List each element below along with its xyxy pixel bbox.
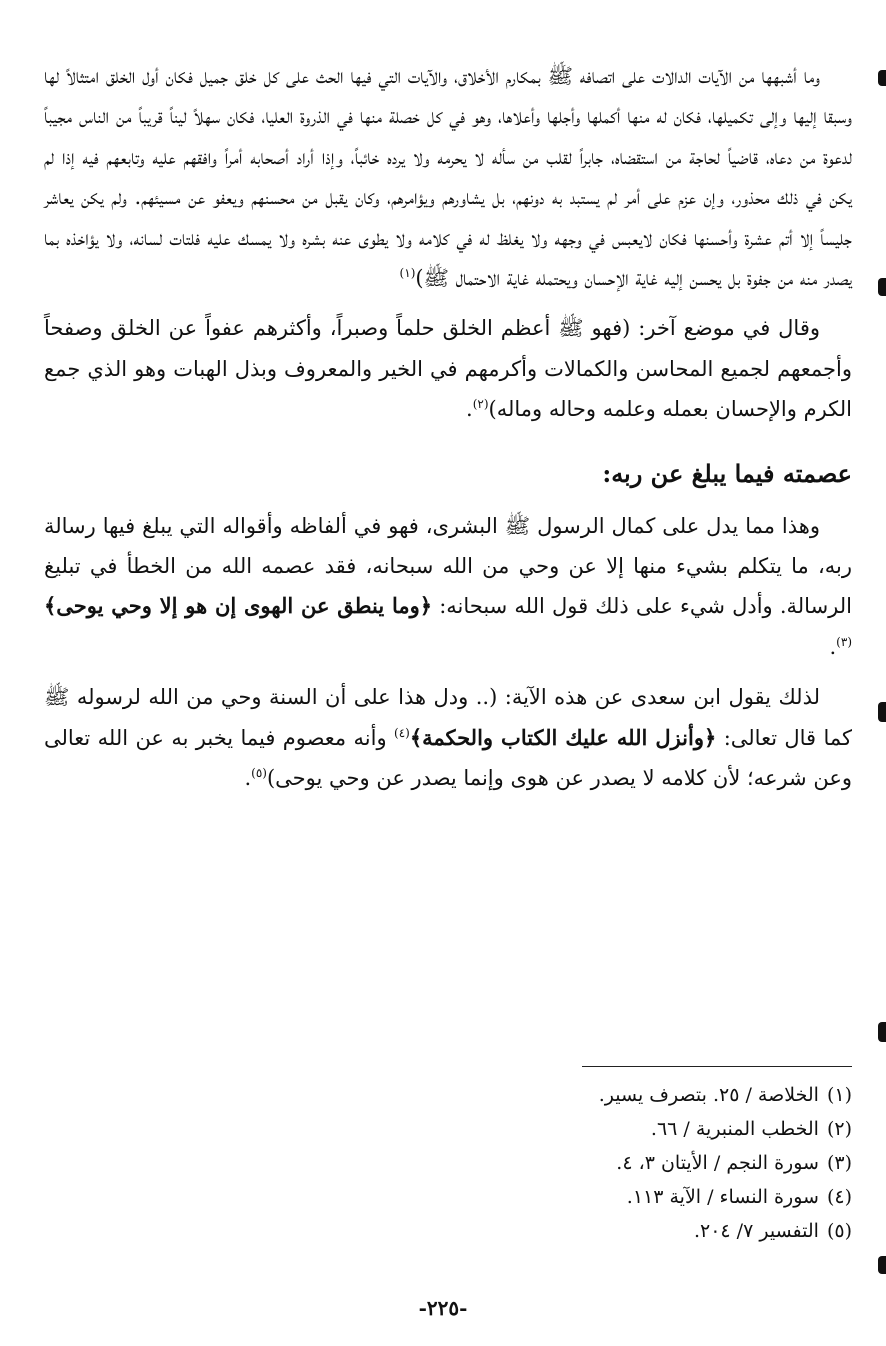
paragraph-3-end: . xyxy=(829,634,837,659)
footnote-1 xyxy=(252,1078,852,1112)
paragraph-3 xyxy=(44,506,852,668)
footnote-text: سورة النساء / الآية ١١٣. xyxy=(626,1186,819,1208)
footnote-text: الخلاصة / ٢٥. بتصرف يسير. xyxy=(598,1084,819,1106)
footnote-divider xyxy=(582,1066,852,1067)
footnote-ref-1[interactable]: (١) xyxy=(399,266,416,281)
paragraph-4-text-b: وأنه معصوم فيما يخبر به عن الله تعالى وعن شرعه؛ لأن كلامه لا يصدر عن هوى وإنما يصدر عن وحي يوحى) xyxy=(44,725,852,791)
quran-quote-1: ﴿وما ينطق عن الهوى إن هو إلا وحي يوحى﴾ xyxy=(44,593,433,619)
footnote-number: (٢) xyxy=(826,1118,852,1140)
paragraph-2-text: وقال في موضع آخر: (فهو ﷺ أعظم الخلق حلماً وصبراً، وأكثرهم عفواً عن الخلق وصفحاً وأجمعهم لجميع المحاسن والكمالات وأكرمهم في الخير والمعروف وبذل الهبات وهو الذي جمع الكرم والإحسان بعمله وعلمه وحاله وماله) xyxy=(44,316,852,422)
footnote-ref-2[interactable]: (٢) xyxy=(472,397,489,412)
footnote-number: (٥) xyxy=(826,1220,852,1242)
binding-edge-mark xyxy=(878,70,886,86)
paragraph-1 xyxy=(44,56,852,298)
paragraph-4-end: . xyxy=(244,766,252,791)
footnote-4 xyxy=(252,1180,852,1214)
footnote-text: الخطب المنبرية / ٦٦. xyxy=(650,1118,819,1140)
paragraph-3-text: وهذا مما يدل على كمال الرسول ﷺ البشرى، فهو في ألفاظه وأقواله التي يبلغ فيها رسالة ربه، ما يتكلم بشيء منها إلا عن وحي من الله سبحانه، فقد عصمه الله من الخطأ في تبليغ الرسالة. وأدل شيء على ذلك قول الله سبحانه: xyxy=(44,513,852,619)
paragraph-1-text: وما أشبهها من الآيات الدالات على اتصافه ﷺ بمكارم الأخلاق، والآيات التي فيها الحث على كل خلق جميل فكان أول الخلق امتثالاً لها وسبقا إليها وإلى تكميلها، فكان له منها أكملها وأجلها وأعلاها، وهو في كل خصلة منها في الذروة العليا، فكان سهلاً ليناً قريباً من الناس مجيباً لدعوة من دعاه، قاضياً لحاجة من استقضاه، جابراً لقلب من سأله لا يحرمه ولا يرده خائباً، وإذا أراد أصحابه أمراً وافقهم عليه وتابعهم فيه إذا لم يكن في ذلك محذور، وإن عزم على أمر لم يستبد به دونهم، بل يشاورهم ويؤامرهم، وكان يقبل من محسنهم ويعفو عن مسيئهم. ولم يكن يعاشر جليساً إلا أتم عشرة وأحسنها فكان لايعبس في وجهه ولا يغلظ له في كلامه ولا يطوى عنه بشره ولا يمسك عليه فلتات لسانه، ولا يؤاخذه بما يصدر منه من جفوة بل يحسن إليه غاية الإحسان ويحتمله غاية الاحتمال ﷺ) xyxy=(44,64,852,291)
quran-quote-2: ﴿وأنزل الله عليك الكتاب والحكمة﴾ xyxy=(409,724,717,750)
footnote-2 xyxy=(252,1112,852,1146)
paragraph-2 xyxy=(44,308,852,429)
footnote-ref-4[interactable]: (٤) xyxy=(394,725,410,740)
footnote-number: (٣) xyxy=(826,1152,852,1174)
footnote-3 xyxy=(252,1146,852,1180)
footnote-text: سورة النجم / الأيتان ٣، ٤. xyxy=(616,1152,819,1174)
paragraph-4-text-a: لذلك يقول ابن سعدى عن هذه الآية: (.. ودل هذا على أن السنة وحي من الله لرسوله ﷺ كما قال تعالى: xyxy=(44,685,852,750)
page-body xyxy=(44,56,852,799)
footnote-ref-5[interactable]: (٥) xyxy=(251,766,267,781)
binding-edge-mark xyxy=(878,702,886,722)
paragraph-4 xyxy=(44,677,852,798)
paragraph-2-end: . xyxy=(466,397,473,422)
binding-edge-mark xyxy=(878,1256,886,1274)
footnote-number: (٤) xyxy=(826,1186,852,1208)
footnote-text: التفسير ٧/ ٢٠٤. xyxy=(693,1220,819,1242)
section-heading: عصمته فيما يبلغ عن ربه: xyxy=(602,458,852,488)
footnote-5 xyxy=(252,1214,852,1248)
footnote-ref-3[interactable]: (٣) xyxy=(836,634,852,649)
binding-edge-mark xyxy=(878,1022,886,1042)
binding-edge-mark xyxy=(878,278,886,296)
footnotes xyxy=(252,1078,852,1248)
page-number: -٢٢٥- xyxy=(418,1296,468,1320)
footnote-number: (١) xyxy=(826,1084,852,1106)
